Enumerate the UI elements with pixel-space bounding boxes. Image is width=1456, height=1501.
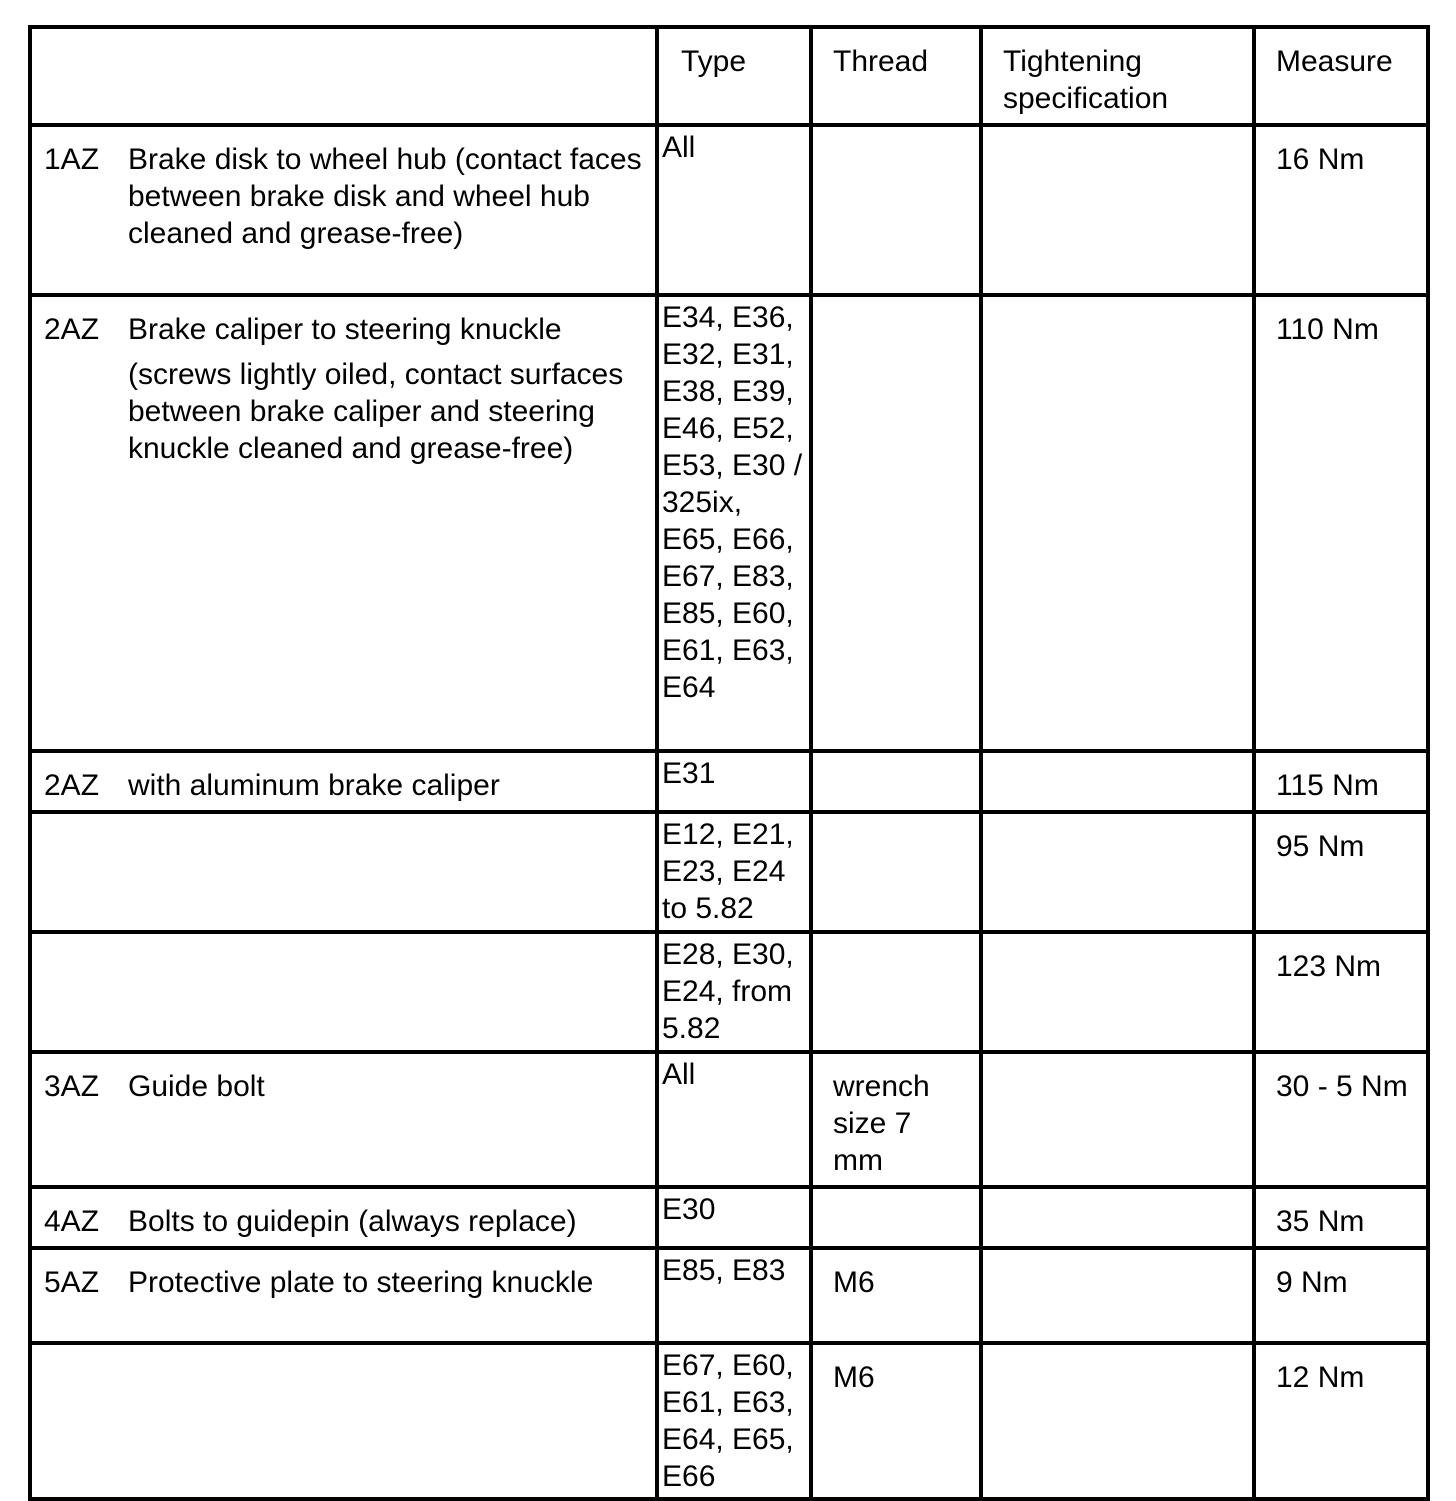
table-row — [30, 751, 1428, 812]
type-cell — [657, 295, 811, 751]
row-type: E85, E83 — [662, 1254, 786, 1287]
row-type: E31 — [662, 757, 716, 790]
measure-cell — [1254, 932, 1428, 1052]
row-tightening — [983, 1189, 1252, 1209]
row-thread — [813, 297, 979, 317]
header-desc-cell — [30, 27, 657, 125]
desc-cell — [30, 1343, 657, 1499]
thread-cell — [811, 1343, 981, 1499]
row-code: 4AZ — [44, 1205, 100, 1238]
row-thread: wrench size 7 mm — [833, 1070, 930, 1177]
table-row — [30, 1052, 1428, 1187]
desc-cell — [30, 932, 657, 1052]
row-tightening — [983, 814, 1252, 834]
row-tightening — [983, 934, 1252, 954]
row-description: Bolts to guidepin (always replace) — [128, 1205, 577, 1238]
row-thread — [813, 753, 979, 773]
row-tightening — [983, 1345, 1252, 1365]
thread-cell — [811, 1248, 981, 1343]
header-thread: Thread — [833, 45, 929, 78]
row-type: All — [662, 131, 696, 164]
row-description: Protective plate to steering knuckle — [128, 1266, 594, 1299]
tightening-cell — [981, 295, 1254, 751]
row-thread — [813, 814, 979, 834]
row-description-note: (screws lightly oiled, contact surfaces between brake caliper and steering knuckle cleaned and grease-free) — [128, 358, 624, 465]
measure-cell — [1254, 1187, 1428, 1248]
thread-cell — [811, 932, 981, 1052]
row-thread: M6 — [833, 1361, 875, 1394]
row-thread — [813, 934, 979, 954]
tightening-cell — [981, 125, 1254, 295]
header-type-cell — [657, 27, 811, 125]
type-cell — [657, 1187, 811, 1248]
row-tightening — [983, 297, 1252, 317]
header-measure: Measure — [1276, 45, 1393, 78]
measure-cell — [1254, 1248, 1428, 1343]
row-measure: 9 Nm — [1276, 1266, 1348, 1299]
thread-cell — [811, 751, 981, 812]
thread-cell — [811, 1052, 981, 1187]
row-measure: 12 Nm — [1276, 1361, 1365, 1394]
header-type: Type — [681, 45, 747, 78]
row-tightening — [983, 1250, 1252, 1270]
desc-cell — [30, 1052, 657, 1187]
type-cell — [657, 1052, 811, 1187]
row-type: E30 — [662, 1193, 716, 1226]
tightening-cell — [981, 751, 1254, 812]
row-measure: 30 - 5 Nm — [1276, 1070, 1408, 1103]
row-code: 5AZ — [44, 1266, 100, 1299]
row-code: 2AZ — [44, 313, 100, 346]
row-description: Brake caliper to steering knuckle — [128, 313, 562, 346]
row-measure: 115 Nm — [1276, 769, 1379, 802]
thread-cell — [811, 125, 981, 295]
type-cell — [657, 125, 811, 295]
type-cell — [657, 1248, 811, 1343]
measure-cell — [1254, 1343, 1428, 1499]
table-row — [30, 125, 1428, 295]
row-tightening — [983, 1054, 1252, 1074]
row-type: E12, E21, E23, E24 to 5.82 — [662, 818, 794, 925]
table-row — [30, 1343, 1428, 1499]
row-code: 3AZ — [44, 1070, 100, 1103]
row-thread — [813, 1189, 979, 1209]
row-thread — [813, 127, 979, 147]
measure-cell — [1254, 295, 1428, 751]
row-measure: 16 Nm — [1276, 143, 1365, 176]
desc-cell — [30, 1187, 657, 1248]
type-cell — [657, 932, 811, 1052]
desc-cell — [30, 751, 657, 812]
table-row — [30, 812, 1428, 932]
row-type: E67, E60, E61, E63, E64, E65, E66 — [662, 1349, 794, 1493]
row-measure: 35 Nm — [1276, 1205, 1365, 1238]
measure-cell — [1254, 751, 1428, 812]
row-measure: 95 Nm — [1276, 830, 1365, 863]
table-row — [30, 1248, 1428, 1343]
tightening-cell — [981, 1187, 1254, 1248]
header-measure-cell — [1254, 27, 1428, 125]
row-type: All — [662, 1058, 696, 1091]
measure-cell — [1254, 812, 1428, 932]
row-code: 2AZ — [44, 769, 100, 802]
row-description: with aluminum brake caliper — [128, 769, 500, 802]
thread-cell — [811, 1187, 981, 1248]
tightening-cell — [981, 812, 1254, 932]
row-type: E28, E30, E24, from 5.82 — [662, 938, 794, 1045]
header-tightening: Tightening specification — [1003, 45, 1169, 115]
row-measure: 110 Nm — [1276, 313, 1379, 346]
row-tightening — [983, 753, 1252, 773]
desc-cell — [30, 1248, 657, 1343]
desc-cell — [30, 812, 657, 932]
tightening-cell — [981, 1248, 1254, 1343]
table-header-row — [30, 27, 1428, 125]
desc-cell — [30, 125, 657, 295]
desc-cell — [30, 295, 657, 751]
row-code: 1AZ — [44, 143, 100, 176]
header-tightening-cell — [981, 27, 1254, 125]
type-cell — [657, 751, 811, 812]
type-cell — [657, 1343, 811, 1499]
thread-cell — [811, 812, 981, 932]
measure-cell — [1254, 1052, 1428, 1187]
measure-cell — [1254, 125, 1428, 295]
type-cell — [657, 812, 811, 932]
tightening-cell — [981, 1052, 1254, 1187]
row-description: Guide bolt — [128, 1070, 265, 1103]
table-row — [30, 932, 1428, 1052]
row-description: Brake disk to wheel hub (contact faces between brake disk and wheel hub cleaned and grease-free) — [128, 143, 642, 250]
row-measure: 123 Nm — [1276, 950, 1382, 983]
row-tightening — [983, 127, 1252, 147]
table-row — [30, 1187, 1428, 1248]
table-row — [30, 295, 1428, 751]
tightening-cell — [981, 1343, 1254, 1499]
thread-cell — [811, 295, 981, 751]
row-thread: M6 — [833, 1266, 875, 1299]
row-type: E34, E36, E32, E31, E38, E39, E46, E52, E53, E30 / 325ix, E65, E66, E67, E83, E85, E60, E61, E63, E64 — [662, 301, 803, 704]
header-thread-cell — [811, 27, 981, 125]
torque-spec-table — [28, 25, 1430, 1501]
tightening-cell — [981, 932, 1254, 1052]
